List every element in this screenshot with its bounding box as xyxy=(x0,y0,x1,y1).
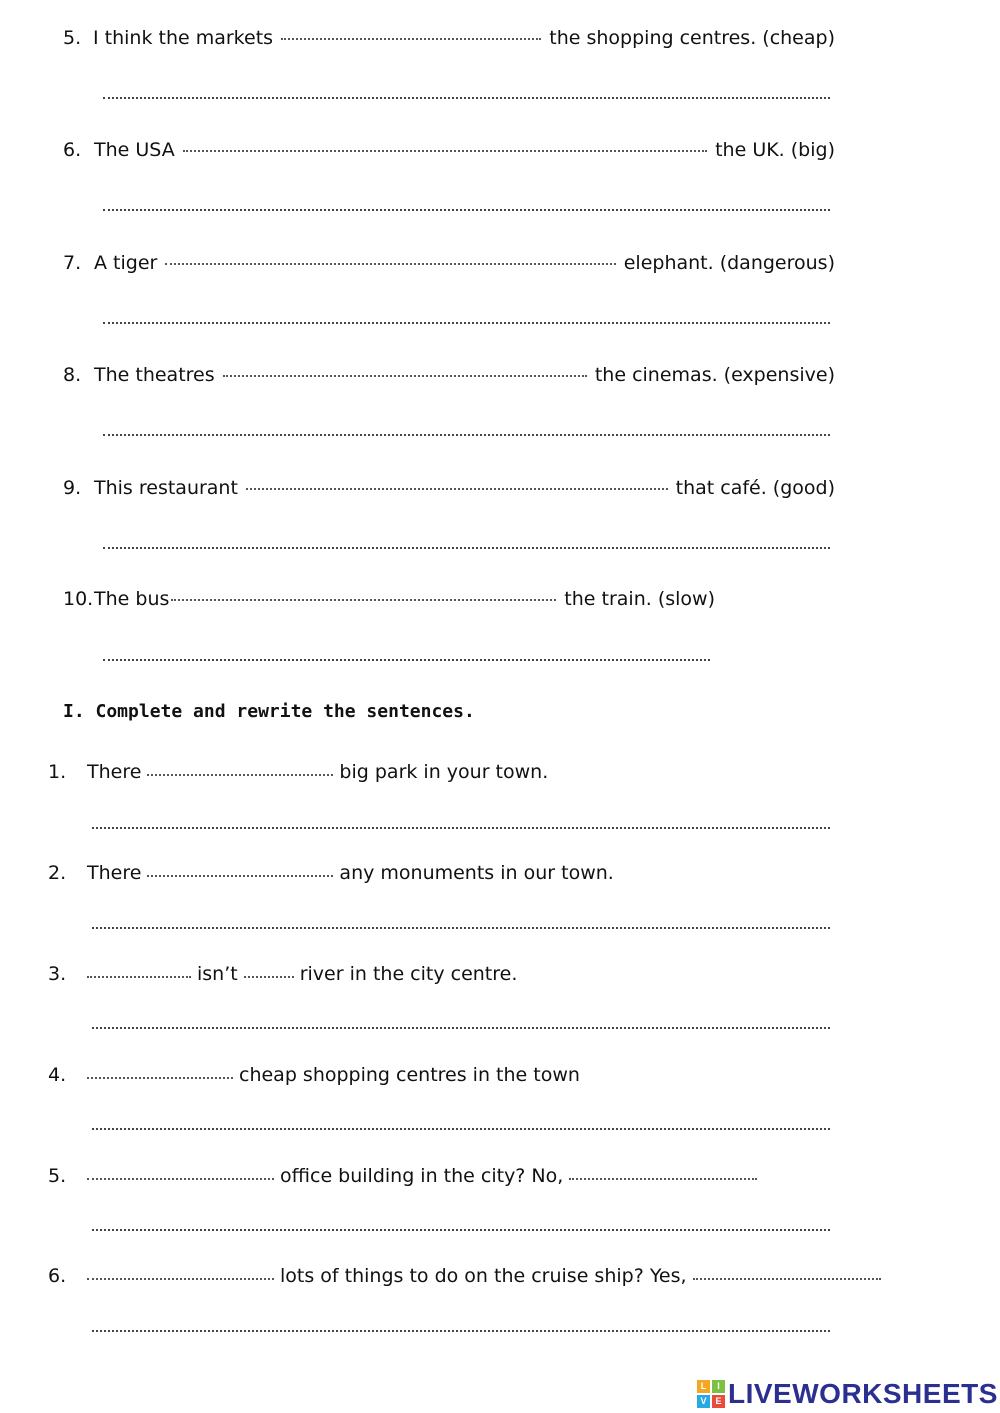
item-text: river in the city centre. xyxy=(299,963,518,985)
answer-line[interactable] xyxy=(103,209,830,211)
logo-text: LIVEWORKSHEETS xyxy=(728,1378,998,1409)
question-text-before: The USA xyxy=(94,139,175,161)
answer-line[interactable] xyxy=(92,1229,830,1231)
item-text: any monuments in our town. xyxy=(339,862,614,884)
item-text: There xyxy=(87,862,142,884)
item-text: isn’t xyxy=(197,963,238,985)
item-text: office building in the city? No, xyxy=(280,1165,564,1187)
exercise-item-1 xyxy=(48,760,548,784)
answer-line[interactable] xyxy=(92,1027,830,1029)
answer-line[interactable] xyxy=(103,434,830,436)
question-text-before: The bus xyxy=(94,588,170,610)
logo-letter: I xyxy=(712,1380,725,1393)
blank-field[interactable] xyxy=(693,1278,881,1280)
item-text: There xyxy=(87,761,142,783)
question-number: 7. xyxy=(63,252,82,274)
question-number: 10. xyxy=(63,588,94,610)
question-number: 6. xyxy=(48,1265,67,1287)
question-9 xyxy=(63,476,835,500)
question-text-after: elephant. (dangerous) xyxy=(623,252,835,274)
liveworksheets-logo xyxy=(697,1376,998,1412)
exercise-item-6 xyxy=(48,1264,887,1288)
blank-field[interactable] xyxy=(147,774,333,776)
logo-letter: V xyxy=(697,1395,710,1408)
question-number: 1. xyxy=(48,761,67,783)
item-text: big park in your town. xyxy=(339,761,549,783)
question-number: 3. xyxy=(48,963,67,985)
question-number: 5. xyxy=(48,1165,67,1187)
answer-line[interactable] xyxy=(92,1128,830,1130)
question-number: 4. xyxy=(48,1064,67,1086)
item-text: cheap shopping centres in the town xyxy=(239,1064,580,1086)
question-text-before: The theatres xyxy=(94,364,215,386)
question-text-before: I think the markets xyxy=(93,27,274,49)
question-number: 6. xyxy=(63,139,82,161)
question-text-before: This restaurant xyxy=(94,477,238,499)
question-text-after: the cinemas. (expensive) xyxy=(594,364,835,386)
answer-line[interactable] xyxy=(103,547,830,549)
question-10 xyxy=(63,587,715,611)
blank-field[interactable] xyxy=(87,1077,233,1079)
item-text: lots of things to do on the cruise ship? Yes, xyxy=(280,1265,687,1287)
question-text-after: the shopping centres. (cheap) xyxy=(549,27,835,49)
blank-field[interactable] xyxy=(87,1178,274,1180)
exercise-item-3 xyxy=(48,962,517,986)
question-number: 9. xyxy=(63,477,82,499)
exercise-item-4 xyxy=(48,1063,580,1087)
logo-mark-icon xyxy=(697,1380,725,1408)
blank-field[interactable] xyxy=(171,599,556,601)
blank-field[interactable] xyxy=(569,1178,757,1180)
question-text-before: A tiger xyxy=(94,252,158,274)
question-number: 2. xyxy=(48,862,67,884)
answer-line[interactable] xyxy=(103,659,710,661)
question-text-after: the train. (slow) xyxy=(564,588,715,610)
answer-line[interactable] xyxy=(103,97,830,99)
blank-field[interactable] xyxy=(165,263,615,265)
answer-line[interactable] xyxy=(103,322,830,324)
question-5 xyxy=(63,26,835,50)
answer-line[interactable] xyxy=(92,927,830,929)
question-8 xyxy=(63,363,835,387)
blank-field[interactable] xyxy=(223,375,587,377)
exercise-item-5 xyxy=(48,1164,763,1188)
question-text-after: that café. (good) xyxy=(675,477,835,499)
logo-letter: L xyxy=(697,1380,710,1393)
question-number: 5. xyxy=(63,27,82,49)
blank-field[interactable] xyxy=(87,1278,274,1280)
blank-field[interactable] xyxy=(147,875,333,877)
section-heading: I. Complete and rewrite the sentences. xyxy=(63,701,475,722)
blank-field[interactable] xyxy=(87,976,191,978)
question-text-after: the UK. (big) xyxy=(715,139,835,161)
blank-field[interactable] xyxy=(281,38,541,40)
logo-letter: E xyxy=(712,1395,725,1408)
question-number: 8. xyxy=(63,364,82,386)
blank-field[interactable] xyxy=(244,976,294,978)
blank-field[interactable] xyxy=(246,488,668,490)
answer-line[interactable] xyxy=(92,1330,830,1332)
answer-line[interactable] xyxy=(92,827,830,829)
question-6 xyxy=(63,138,835,162)
question-7 xyxy=(63,251,835,275)
blank-field[interactable] xyxy=(183,150,707,152)
exercise-item-2 xyxy=(48,861,614,885)
